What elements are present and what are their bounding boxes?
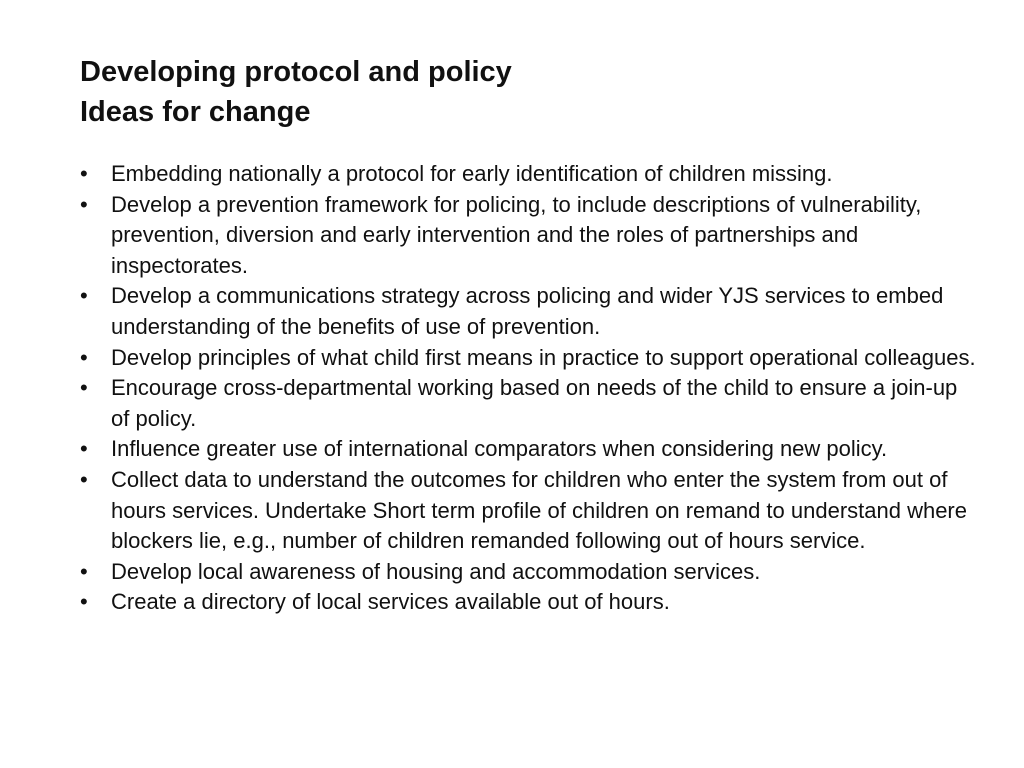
list-item (80, 587, 980, 618)
list-item (80, 557, 980, 588)
bullet-icon: • (80, 466, 88, 492)
bullet-icon: • (80, 191, 88, 217)
list-item-text: Collect data to understand the outcomes for children who enter the system from out of hours services. Undertake Short term profile of children on remand to understand where blockers lie, e.g., number of children remanded following out of hours service. (111, 466, 967, 554)
bullet-icon: • (80, 436, 88, 462)
list-item-text: Create a directory of local services available out of hours. (111, 589, 670, 615)
bullet-list (80, 159, 980, 618)
list-item (80, 190, 980, 282)
list-item (80, 373, 980, 434)
bullet-icon: • (80, 161, 88, 186)
bullet-icon: • (80, 589, 88, 615)
list-item-text: Develop a communications strategy across policing and wider YJS services to embed understanding of the benefits of use of prevention. (111, 283, 944, 339)
list-item-text: Encourage cross-departmental working based on needs of the child to ensure a join-up of policy. (111, 375, 958, 431)
list-item-text: Embedding nationally a protocol for early identification of children missing. (111, 161, 833, 186)
list-item (80, 434, 980, 465)
bullet-icon: • (80, 344, 88, 370)
bullet-icon: • (80, 558, 88, 584)
list-item (80, 159, 980, 190)
bullet-icon: • (80, 283, 88, 309)
list-item-text: Influence greater use of international comparators when considering new policy. (111, 436, 888, 462)
list-item-text: Develop principles of what child first means in practice to support operational colleagues. (111, 344, 976, 370)
title-line-1: Developing protocol and policy (80, 56, 512, 88)
list-item-text: Develop local awareness of housing and accommodation services. (111, 558, 761, 584)
list-item-text: Develop a prevention framework for policing, to include descriptions of vulnerability, prevention, diversion and early intervention and the roles of partnerships and inspectorates. (111, 191, 922, 278)
bullet-icon: • (80, 375, 88, 401)
list-item (80, 343, 980, 374)
list-item (80, 281, 980, 342)
slide-title (80, 52, 512, 132)
title-line-2: Ideas for change (80, 96, 311, 128)
list-item (80, 465, 980, 557)
